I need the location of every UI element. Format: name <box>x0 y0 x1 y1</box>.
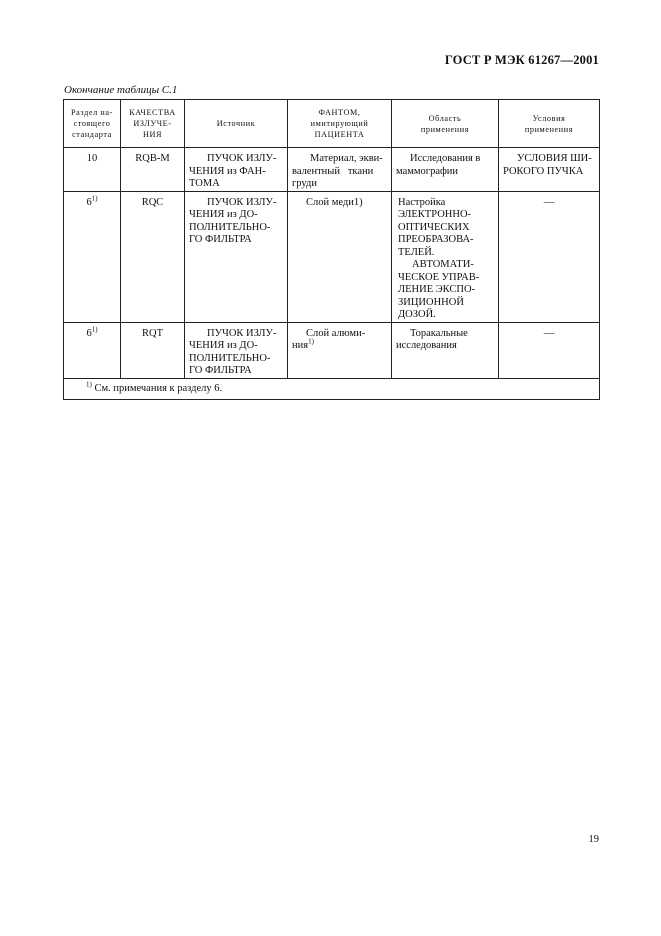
cell-quality: RQB-M <box>121 148 185 192</box>
cell-source: ПУЧОК ИЗЛУ- ЧЕНИЯ из ДО- ПОЛНИТЕЛЬНО- ГО ФИЛЬТРА <box>185 322 288 378</box>
header-source: Источник <box>185 100 288 148</box>
cell-conditions: — <box>499 191 600 322</box>
cell-section: 6$^{1)}$ <box>64 191 121 322</box>
cell-quality: RQT <box>121 322 185 378</box>
header-section: Раздел на- стоящего стандарта <box>64 100 121 148</box>
document-code: ГОСТ Р МЭК 61267—2001 <box>444 53 599 67</box>
cell-phantom: Слой алюми- ния$^{1)}$ <box>288 322 392 378</box>
table-row <box>64 148 600 192</box>
header-phantom: ФАНТОМ, имитирующий ПАЦИЕНТА <box>288 100 392 148</box>
header-quality: КАЧЕСТВА ИЗЛУЧЕ- НИЯ <box>121 100 185 148</box>
cell-quality: RQC <box>121 191 185 322</box>
cell-phantom: Слой меди1) <box>288 191 392 322</box>
cell-source: ПУЧОК ИЗЛУ- ЧЕНИЯ из ДО- ПОЛНИТЕЛЬНО- ГО ФИЛЬТРА <box>185 191 288 322</box>
cell-conditions: — <box>499 322 600 378</box>
cell-area: Исследования в маммографии <box>392 148 499 192</box>
data-table <box>63 99 600 400</box>
table-footnote: $^{1)}$ См. примечания к разделу 6. <box>64 378 600 400</box>
table-header-row <box>64 100 600 148</box>
table-row <box>64 322 600 378</box>
cell-conditions: УСЛОВИЯ ШИ- РОКОГО ПУЧКА <box>499 148 600 192</box>
table-row <box>64 191 600 322</box>
cell-source: ПУЧОК ИЗЛУ- ЧЕНИЯ из ФАН- ТОМА <box>185 148 288 192</box>
header-conditions: Условия применения <box>499 100 600 148</box>
cell-phantom: Материал, экви- валентный ткани груди <box>288 148 392 192</box>
cell-area: Настройка ЭЛЕКТРОННО- ОПТИЧЕСКИХ ПРЕОБРАЗОВА- ТЕЛЕЙ. АВТОМАТИ- ЧЕСКОЕ УПРАВ- ЛЕНИЕ ЭКСПО- ЗИЦИОННОЙ ДОЗОЙ. <box>392 191 499 322</box>
table-footnote-row <box>64 378 600 400</box>
cell-section: 10 <box>64 148 121 192</box>
cell-area: Торакальные исследования <box>392 322 499 378</box>
cell-section: 6$^{1)}$ <box>64 322 121 378</box>
header-area: Область применения <box>392 100 499 148</box>
table-caption: Окончание таблицы С.1 <box>64 84 178 96</box>
page-number: 19 <box>588 834 599 845</box>
